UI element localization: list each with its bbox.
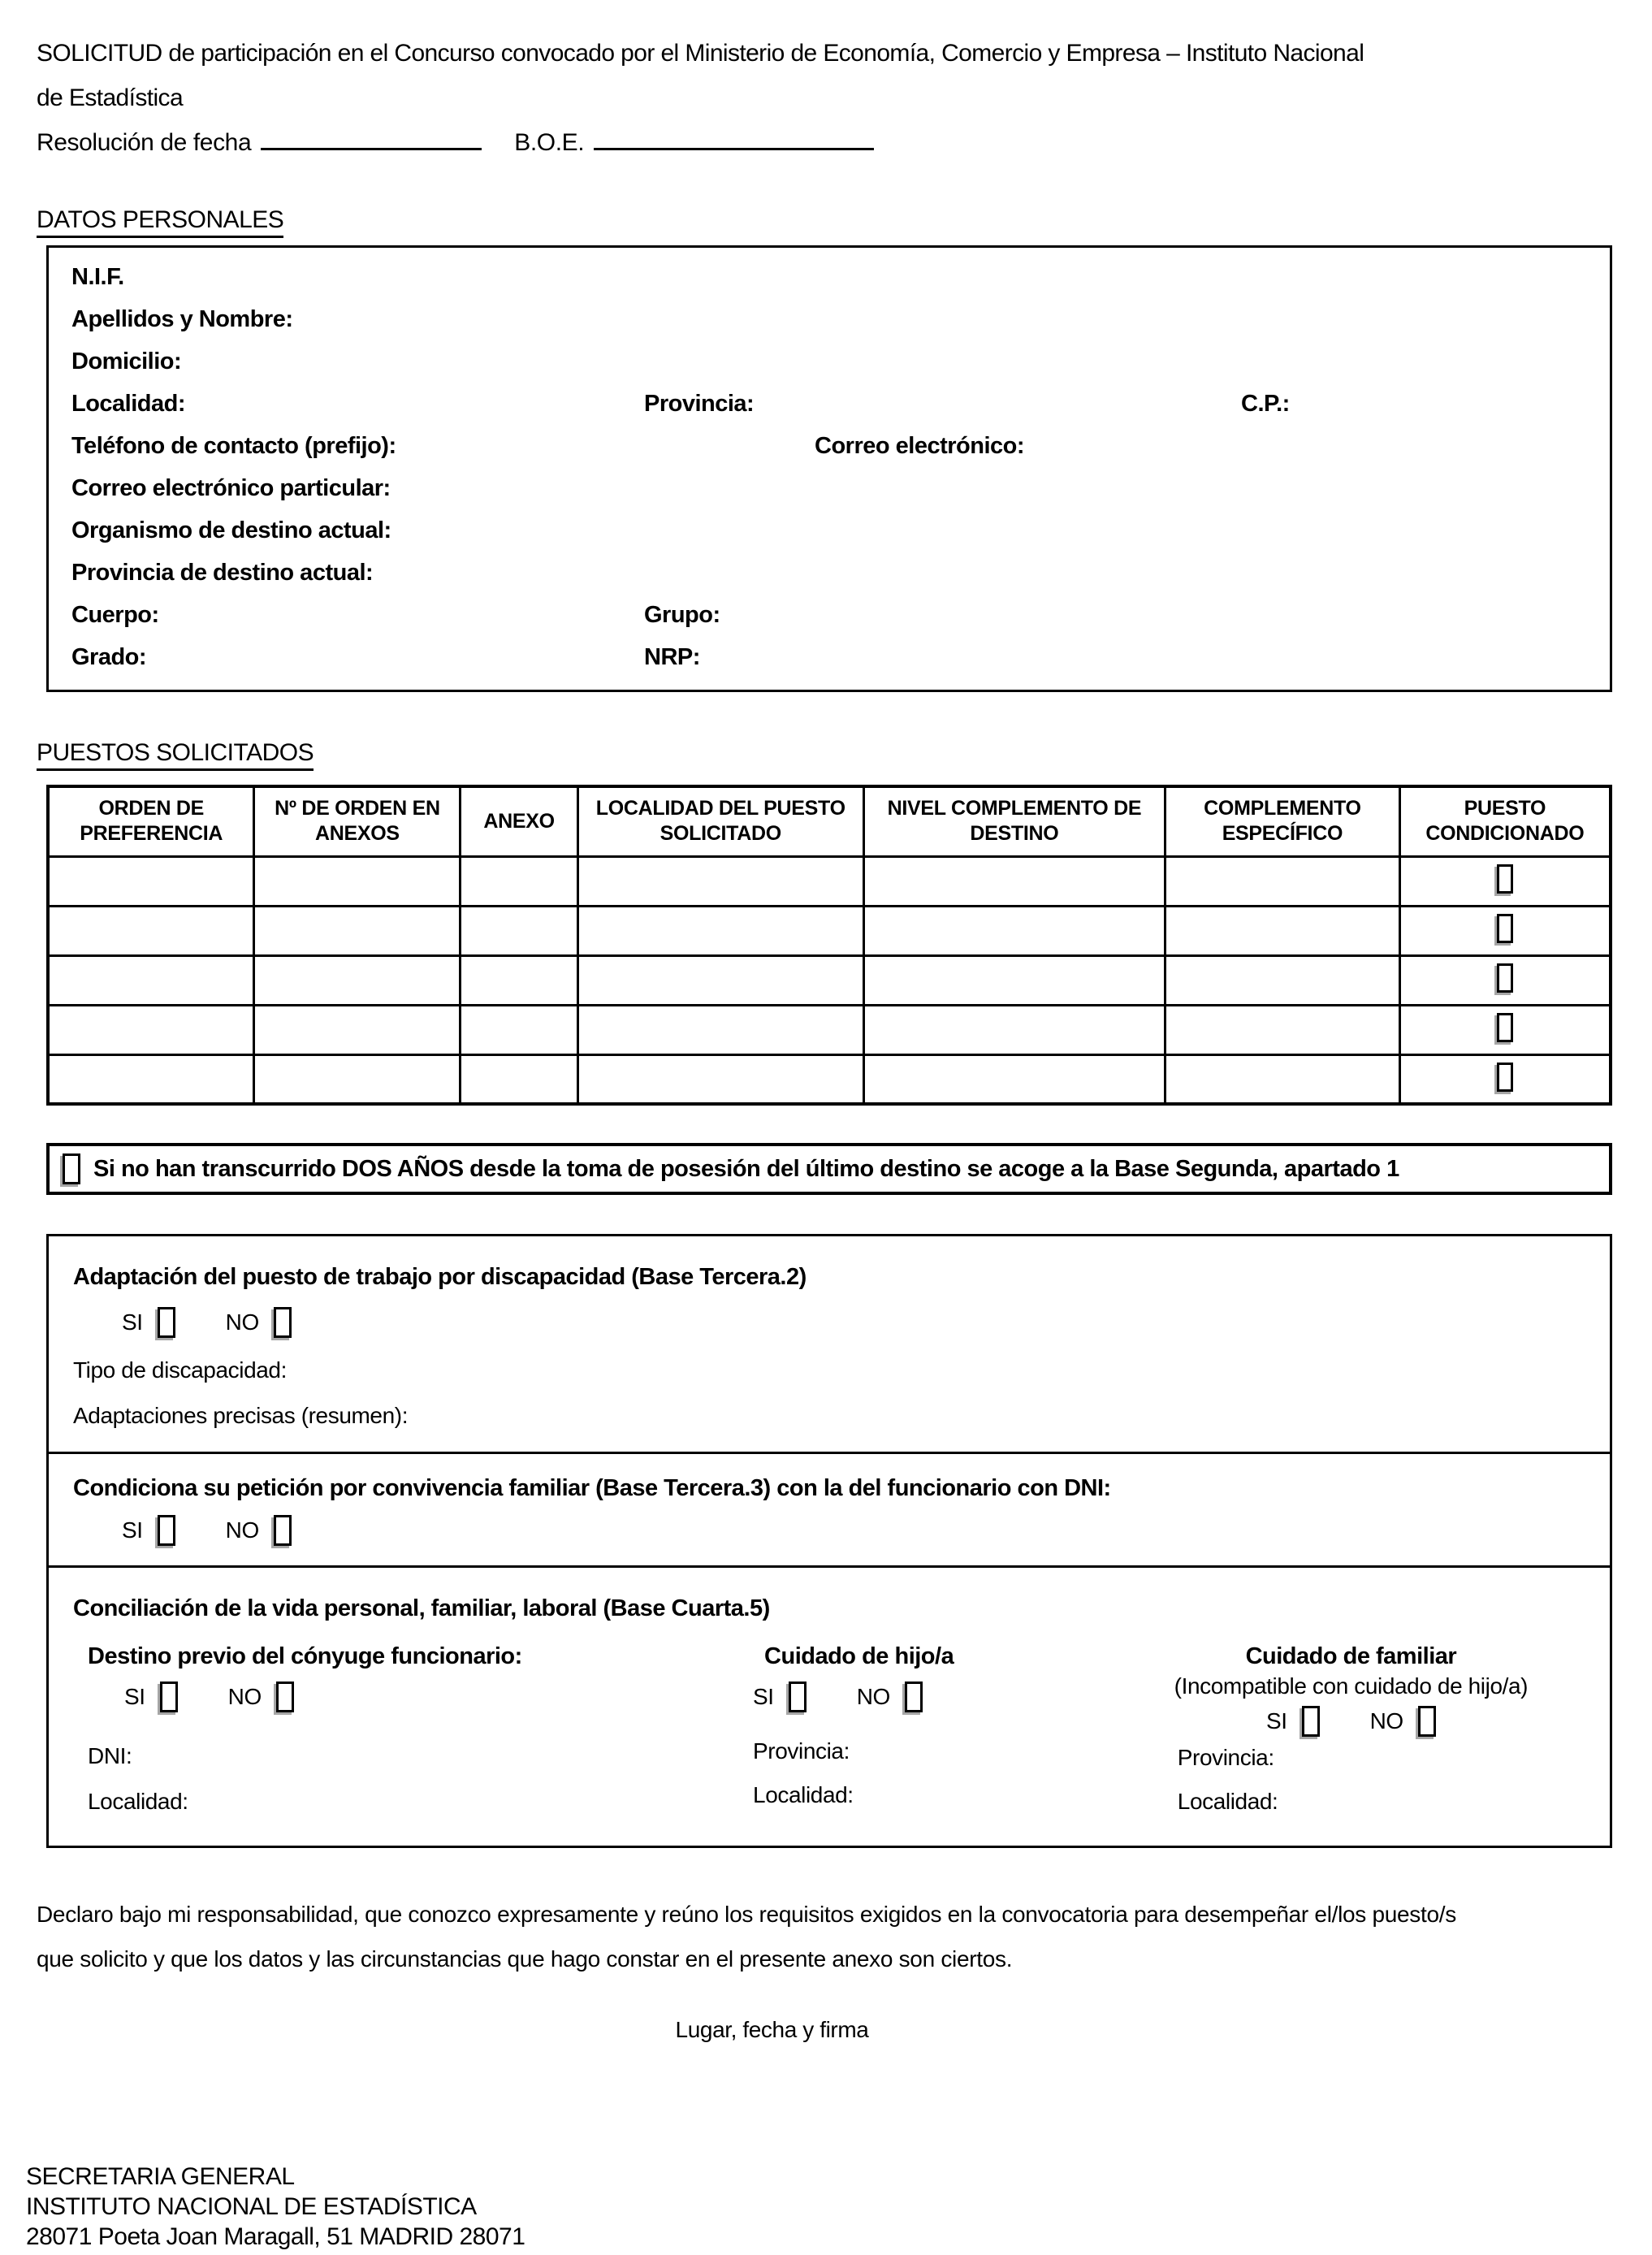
table-cell[interactable] [863,906,1165,955]
provincia-destino-row[interactable] [71,555,1610,597]
table-cell[interactable] [461,955,577,1005]
table-cell[interactable] [863,856,1165,906]
table-row [48,955,1611,1005]
table-cell [1399,1054,1611,1104]
cuidado-familiar-heading: Cuidado de familiar [1245,1643,1457,1669]
table-cell[interactable] [577,906,863,955]
provincia-label: Provincia: [644,391,755,417]
si-label: SI [124,1684,145,1709]
cuidado-familiar-subheading: (Incompatible con cuidado de hijo/a) [1174,1673,1529,1699]
localidad-row[interactable] [71,386,1610,428]
grado-label: Grado: [71,644,147,670]
domicilio-row[interactable] [71,344,1610,386]
telefono-label: Teléfono de contacto (prefijo): [71,433,396,459]
localidad-label: Localidad: [71,391,186,417]
cp-label: C.P.: [1241,391,1290,417]
correo-label: Correo electrónico: [815,433,1024,459]
apellidos-label: Apellidos y Nombre: [71,306,293,332]
puesto-condicionado-checkbox[interactable] [1497,914,1513,943]
table-row [48,1054,1611,1104]
grupo-label: Grupo: [644,602,720,628]
cuidado-hijo-column [708,1643,1117,1815]
no-label: NO [227,1684,262,1709]
conditions-box [46,1234,1612,1848]
puestos-solicitados-heading: PUESTOS SOLICITADOS [37,739,1613,767]
puesto-condicionado-checkbox[interactable] [1497,864,1513,894]
grado-row[interactable] [71,639,1610,682]
si-label: SI [1265,1708,1287,1733]
organismo-row[interactable] [71,513,1610,555]
declaration-line2: que solicito y que los datos y las circunstancias que hago constar en el presente anexo son ciertos. [37,1946,1013,1972]
col-nivel-complemento: NIVEL COMPLEMENTO DE DESTINO [863,786,1165,856]
cuidado-familiar-si-checkbox[interactable] [1302,1706,1320,1737]
no-label: NO [856,1684,890,1709]
convivencia-si-no [122,1515,1585,1546]
table-cell [1399,955,1611,1005]
correo-particular-label: Correo electrónico particular: [71,475,391,501]
table-header-row [48,786,1611,856]
col-localidad-puesto: LOCALIDAD DEL PUESTO SOLICITADO [577,786,863,856]
col-orden-preferencia: ORDEN DE PREFERENCIA [48,786,254,856]
si-label: SI [753,1684,774,1709]
cuidado-familiar-si-no [1117,1706,1585,1737]
cuidado-familiar-no-checkbox[interactable] [1418,1706,1436,1737]
cuidado-hijo-no-checkbox[interactable] [905,1682,923,1712]
conciliacion-section [49,1565,1610,1846]
adaptaciones-precisas-field[interactable]: Adaptaciones precisas (resumen): [73,1403,409,1428]
table-cell[interactable] [254,955,461,1005]
table-cell[interactable] [254,906,461,955]
puesto-condicionado-checkbox[interactable] [1497,1013,1513,1042]
form-title-line1: SOLICITUD de participación en el Concurso convocado por el Ministerio de Economía, Comercio y Empresa – Instituto Nacional [37,40,1364,67]
table-cell[interactable] [48,1054,254,1104]
dos-anos-box [46,1143,1612,1195]
convivencia-si-checkbox[interactable] [158,1515,175,1546]
table-cell[interactable] [254,1005,461,1054]
table-cell[interactable] [254,856,461,906]
table-cell[interactable] [48,955,254,1005]
no-label: NO [1369,1708,1403,1733]
table-cell[interactable] [863,1054,1165,1104]
datos-personales-heading: DATOS PERSONALES [37,206,1613,234]
cuidado-hijo-heading: Cuidado de hijo/a [764,1643,954,1669]
telefono-row[interactable] [71,428,1610,470]
conyuge-localidad-field[interactable]: Localidad: [88,1789,188,1814]
col-anexo: ANEXO [461,786,577,856]
cuerpo-label: Cuerpo: [71,602,159,628]
puestos-table [46,785,1612,1106]
adaptacion-si-no [122,1307,1585,1338]
conyuge-heading: Destino previo del cónyuge funcionario: [88,1643,522,1669]
conciliacion-heading: Conciliación de la vida personal, familiar, laboral (Base Cuarta.5) [73,1595,770,1621]
table-cell[interactable] [48,856,254,906]
dos-anos-checkbox[interactable] [63,1153,80,1184]
adaptacion-section [49,1236,1610,1452]
provincia-destino-label: Provincia de destino actual: [71,560,374,586]
si-label: SI [122,1517,143,1543]
table-cell[interactable] [48,1005,254,1054]
conyuge-dni-field[interactable]: DNI: [88,1743,132,1768]
datos-personales-box [46,245,1612,692]
organismo-label: Organismo de destino actual: [71,517,391,543]
nrp-label: NRP: [644,644,700,670]
declaration-line1: Declaro bajo mi responsabilidad, que conozco expresamente y reúno los requisitos exigidos en la convocatoria para desempeñar el/los puesto/s [37,1902,1456,1927]
table-cell[interactable] [1165,1054,1400,1104]
form-title-line2: de Estadística [37,84,184,111]
conyuge-no-checkbox[interactable] [276,1682,294,1712]
table-row [48,856,1611,906]
footer-line3: 28071 Poeta Joan Maragall, 51 MADRID 28071 [26,2223,525,2250]
table-cell[interactable] [461,1054,577,1104]
col-complemento-especifico: COMPLEMENTO ESPECÍFICO [1165,786,1400,856]
cuidado-familiar-provincia-field[interactable]: Provincia: [1177,1745,1274,1770]
cuidado-hijo-si-no [753,1682,1117,1712]
table-cell[interactable] [863,955,1165,1005]
adaptacion-no-checkbox[interactable] [274,1307,292,1338]
table-cell[interactable] [254,1054,461,1104]
apellidos-row[interactable] [71,301,1610,344]
col-num-orden-anexos: Nº DE ORDEN EN ANEXOS [254,786,461,856]
resolucion-row [37,127,1613,159]
puesto-condicionado-checkbox[interactable] [1497,963,1513,993]
conyuge-column [73,1643,708,1815]
table-row [48,906,1611,955]
table-cell[interactable] [1165,1005,1400,1054]
correo-particular-row[interactable] [71,470,1610,513]
table-cell [1399,856,1611,906]
convivencia-section [49,1452,1610,1565]
boe-blank[interactable] [594,128,874,150]
table-cell[interactable] [577,856,863,906]
no-label: NO [225,1517,259,1543]
convivencia-no-checkbox[interactable] [274,1515,292,1546]
footer-line2: INSTITUTO NACIONAL DE ESTADÍSTICA [26,2193,477,2220]
cuidado-hijo-si-checkbox[interactable] [789,1682,807,1712]
adaptacion-heading: Adaptación del puesto de trabajo por discapacidad (Base Tercera.2) [73,1264,807,1290]
table-cell[interactable] [1165,906,1400,955]
table-cell[interactable] [461,856,577,906]
table-cell[interactable] [863,1005,1165,1054]
resolucion-fecha-blank[interactable] [261,128,482,150]
nif-row[interactable] [71,259,1610,301]
conciliacion-columns [73,1643,1585,1815]
cuidado-familiar-localidad-field[interactable]: Localidad: [1177,1789,1278,1814]
convivencia-heading: Condiciona su petición por convivencia familiar (Base Tercera.3) con la del funcionario con DNI: [73,1475,1111,1501]
table-cell[interactable] [1165,856,1400,906]
nif-label: N.I.F. [71,264,124,290]
conyuge-si-no [124,1682,708,1712]
table-cell[interactable] [577,955,863,1005]
boe-label: B.O.E. [514,129,585,156]
table-cell[interactable] [461,906,577,955]
table-cell[interactable] [1165,955,1400,1005]
lugar-fecha-firma: Lugar, fecha y firma [675,2017,869,2042]
domicilio-label: Domicilio: [71,348,182,374]
table-cell [1399,1005,1611,1054]
resolucion-label: Resolución de fecha [37,129,252,156]
conyuge-si-checkbox[interactable] [160,1682,178,1712]
table-cell[interactable] [577,1005,863,1054]
table-row [48,1005,1611,1054]
table-cell[interactable] [577,1054,863,1104]
cuidado-familiar-column [1117,1643,1585,1815]
dos-anos-text: Si no han transcurrido DOS AÑOS desde la toma de posesión del último destino se acoge a la Base Segunda, apartado 1 [93,1155,1399,1182]
cuerpo-row[interactable] [71,597,1610,639]
tipo-discapacidad-field[interactable]: Tipo de discapacidad: [73,1357,287,1383]
table-cell[interactable] [48,906,254,955]
footer-address [26,2162,1613,2252]
table-cell[interactable] [461,1005,577,1054]
declaration-text [37,1892,1613,1981]
no-label: NO [225,1309,259,1335]
si-label: SI [122,1309,143,1335]
puesto-condicionado-checkbox[interactable] [1497,1063,1513,1092]
footer-line1: SECRETARIA GENERAL [26,2163,295,2190]
cuidado-hijo-localidad-field[interactable]: Localidad: [753,1782,854,1807]
col-puesto-condicionado: PUESTO CONDICIONADO [1399,786,1611,856]
adaptacion-si-checkbox[interactable] [158,1307,175,1338]
table-cell [1399,906,1611,955]
cuidado-hijo-provincia-field[interactable]: Provincia: [753,1738,850,1764]
